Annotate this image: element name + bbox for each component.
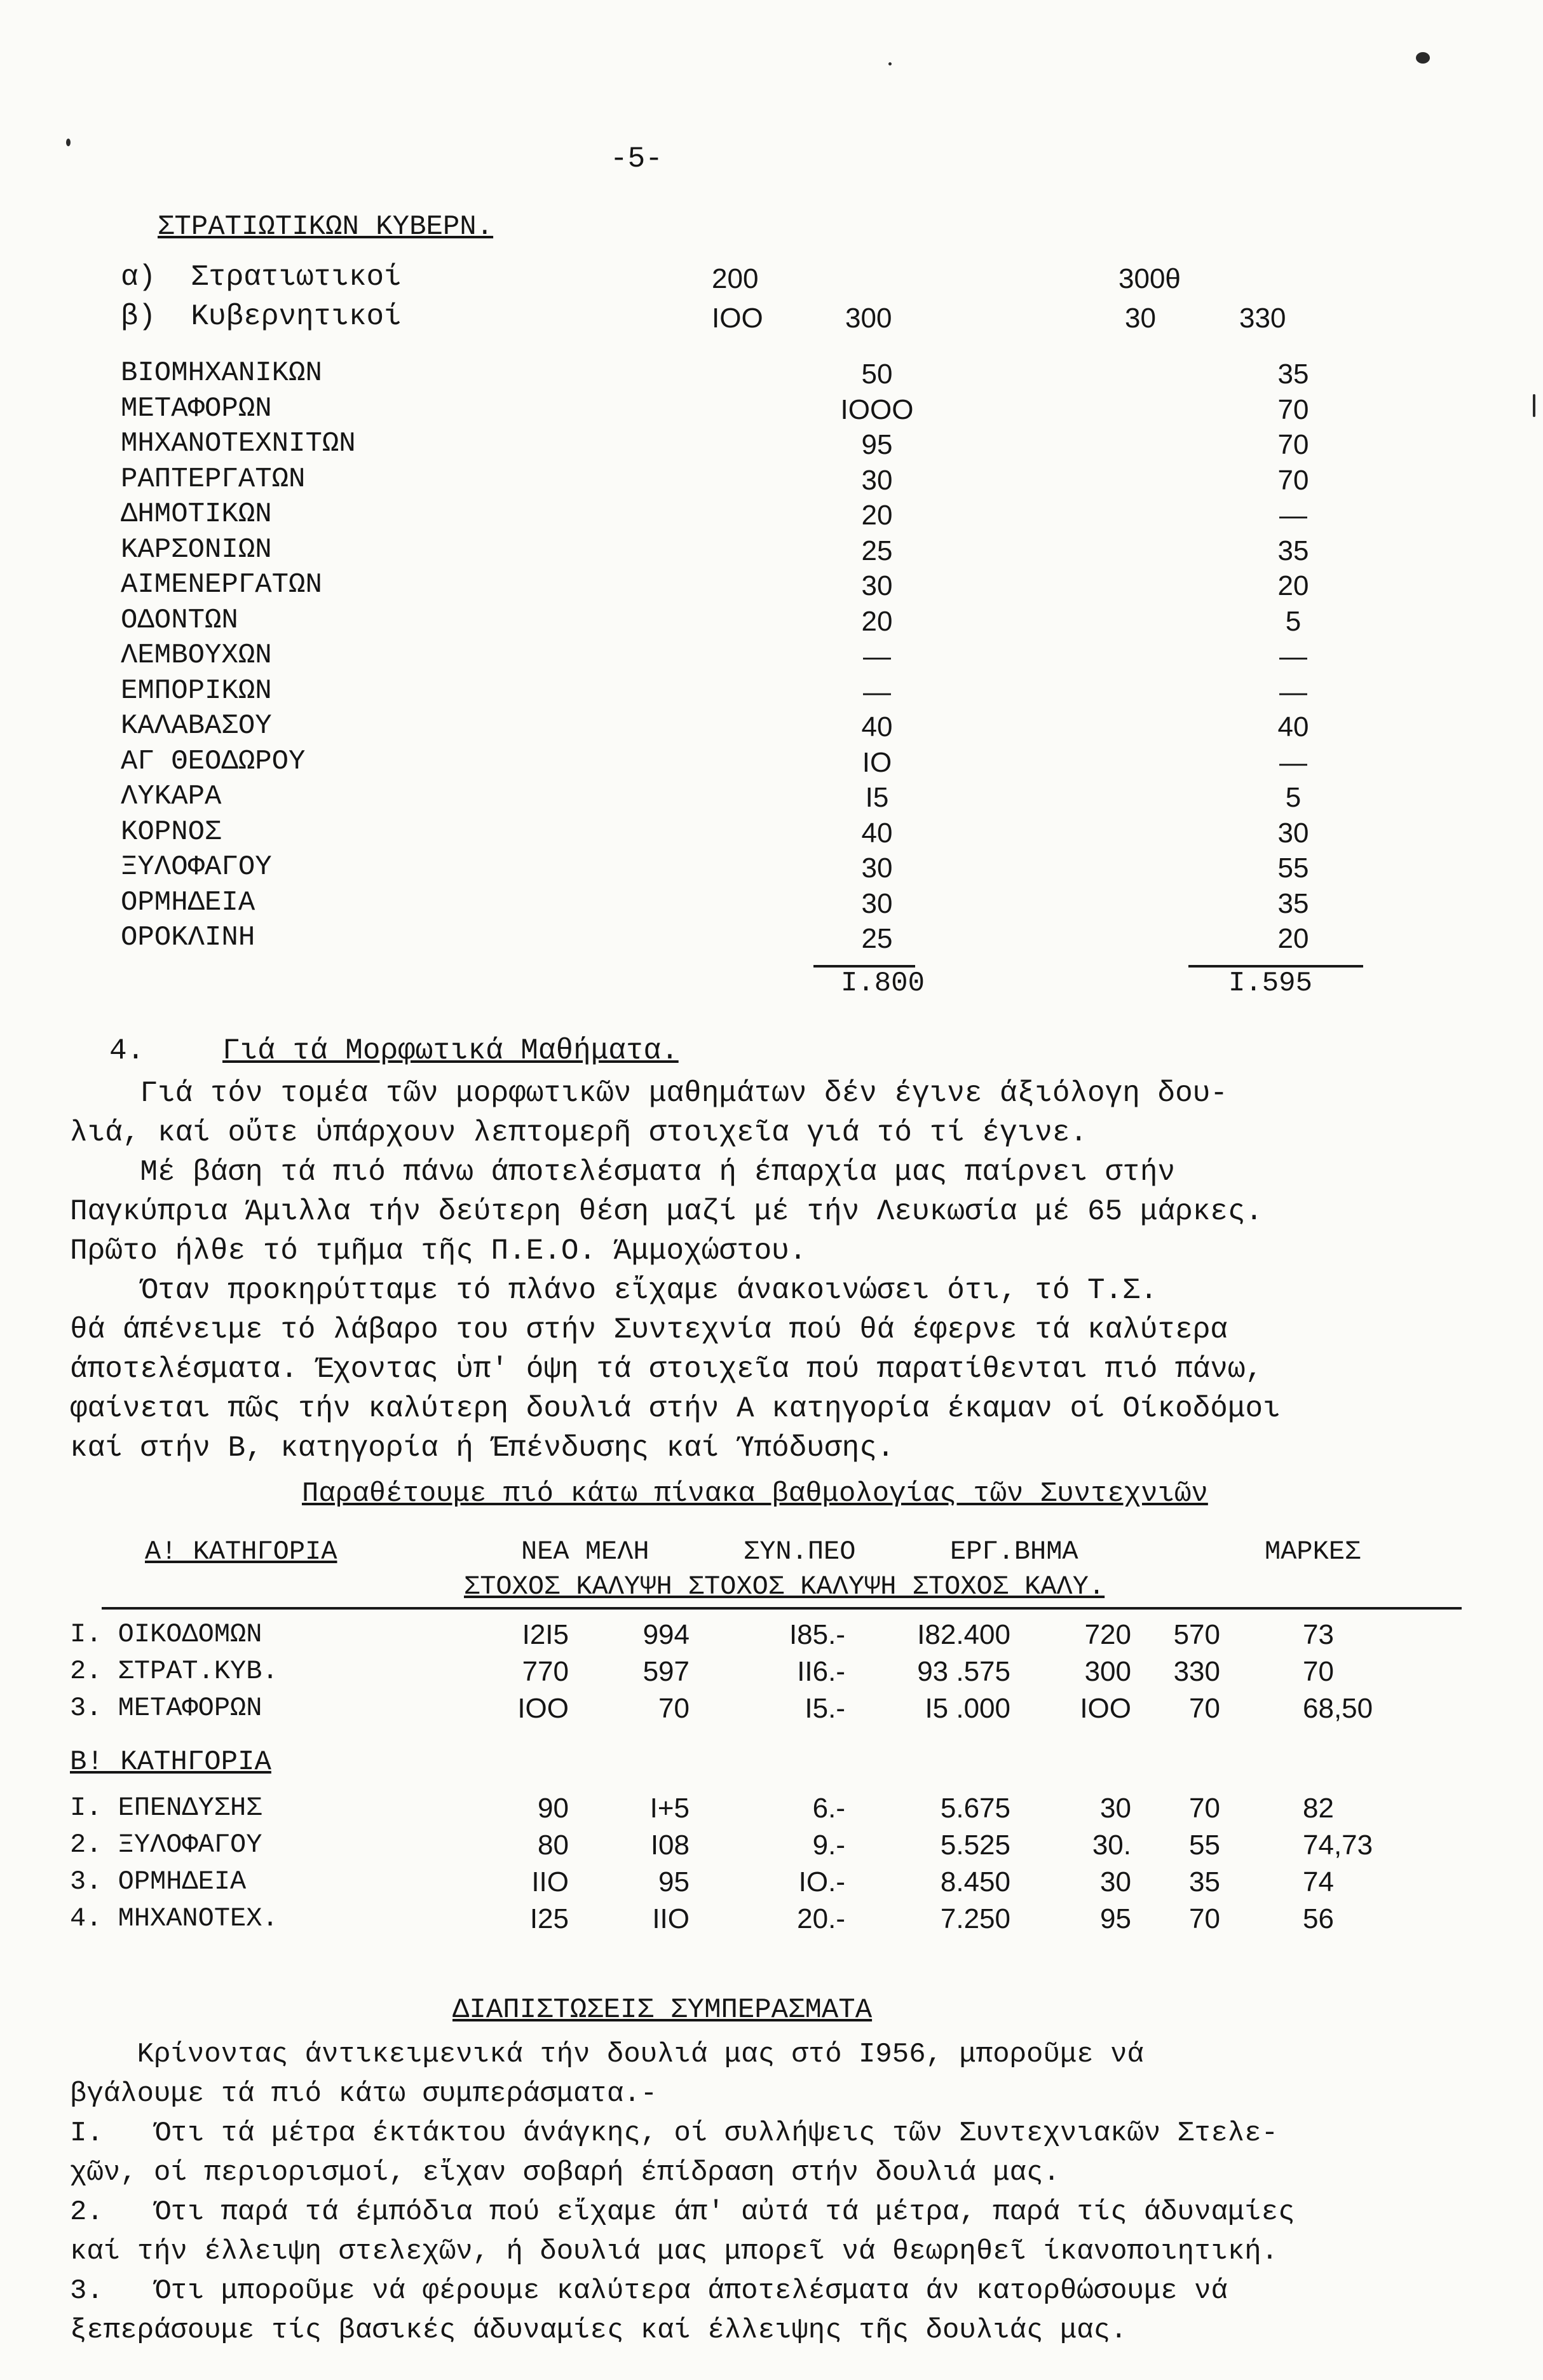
- score-cell-marks: 74,73: [1303, 1829, 1373, 1861]
- section4-line: Γιά τόν τομέα τῶν μορφωτικῶν μαθημάτων δέν έγινε άξιόλογη δου-: [70, 1077, 1228, 1110]
- union-value-2: —: [1279, 641, 1307, 672]
- score-cell-c3: II6.-: [797, 1656, 845, 1687]
- union-value-1: —: [863, 641, 891, 672]
- score-cell-c4: 5.675: [940, 1793, 1010, 1824]
- unions-total-2: I.595: [1228, 968, 1312, 999]
- military-row-value: 200: [712, 263, 759, 294]
- score-cell-c5: 30: [1100, 1793, 1131, 1824]
- score-cell-marks: 74: [1303, 1866, 1334, 1898]
- union-label: ΑΙΜΕΝΕΡΓΑΤΩΝ: [121, 569, 322, 601]
- union-value-1: I5: [865, 782, 889, 813]
- header-new-members: ΝΕΑ ΜΕΛΗ: [521, 1536, 649, 1567]
- union-label: ΚΟΡΝΟΣ: [121, 816, 222, 848]
- section4-line: καί στήν Β, κατηγορία ή Έπένδυσης καί Ύπόδυσης.: [70, 1432, 895, 1465]
- union-value-1: 30: [861, 464, 893, 496]
- section4-line: Παγκύπρια Άμιλλα τήν δεύτερη θέση μαζί μέ τήν Λευκωσία μέ 65 μάρκες.: [70, 1195, 1263, 1228]
- score-cell-c3: 9.-: [812, 1829, 845, 1861]
- score-cell-c5: 720: [1084, 1619, 1131, 1650]
- section4-heading: Γιά τά Μορφωτικά Μαθήματα.: [222, 1034, 679, 1067]
- score-cell-c4: I82.400: [917, 1619, 1010, 1650]
- section4-line: Πρῶτο ήλθε τό τμῆμα τῆς Π.Ε.Ο. Άμμοχώστου.: [70, 1234, 807, 1268]
- section4-line: θά άπένειμε τό λάβαρο του στήν Συντεχνία πού θά έφερνε τά καλύτερα: [70, 1313, 1228, 1346]
- conclusion-line: 3. Ότι μποροῦμε νά φέρουμε καλύτερα άποτελέσματα άν κατορθώσουμε νά: [70, 2275, 1228, 2307]
- score-cell-c5: 95: [1100, 1903, 1131, 1934]
- score-cell-c4: I5 .000: [925, 1693, 1010, 1724]
- score-cell-c5: IOO: [1080, 1693, 1131, 1724]
- military-row-value: 300θ: [1118, 263, 1181, 294]
- union-label: ΞΥΛΟΦΑΓΟΥ: [121, 851, 272, 883]
- score-cell-c6: 70: [1189, 1693, 1220, 1724]
- union-value-2: —: [1279, 500, 1307, 531]
- score-cell-name: I. ΟΙΚΟΔΟΜΩΝ: [70, 1619, 262, 1650]
- union-value-1: IOOO: [840, 393, 914, 425]
- military-row-label: α) Στρατιωτικοί: [121, 261, 402, 294]
- score-cell-name: 4. ΜΗΧΑΝΟΤΕΧ.: [70, 1903, 278, 1934]
- union-value-1: 30: [861, 570, 893, 601]
- union-value-2: —: [1279, 746, 1307, 778]
- military-row-value: 300: [845, 303, 892, 334]
- union-label: ΛΕΜΒΟΥΧΩΝ: [121, 639, 272, 671]
- score-cell-c3: I5.-: [805, 1693, 845, 1724]
- union-label: ΟΡΟΚΛΙΝΗ: [121, 922, 255, 954]
- union-value-1: IO: [862, 746, 892, 778]
- union-value-1: 20: [861, 500, 893, 531]
- header-erg-vima: ΕΡΓ.ΒΗΜΑ: [950, 1536, 1078, 1567]
- header-subcolumns: ΣΤΟΧΟΣ ΚΑΛΥΨΗ ΣΤΟΧΟΣ ΚΑΛΥΨΗ ΣΤΟΧΟΣ ΚΑΛΥ.: [464, 1571, 1105, 1602]
- score-cell-c6: 35: [1189, 1866, 1220, 1898]
- score-cell-c2: 70: [658, 1693, 690, 1724]
- union-value-2: 35: [1277, 887, 1309, 919]
- table-header-rule: [102, 1607, 1462, 1610]
- score-cell-c1: I2I5: [522, 1619, 569, 1650]
- page-number: -5-: [610, 142, 663, 175]
- union-value-2: 30: [1277, 817, 1309, 849]
- union-value-2: 70: [1277, 464, 1309, 496]
- union-value-1: 40: [861, 711, 893, 742]
- scan-speck: [66, 139, 71, 146]
- section4-number: 4.: [109, 1034, 145, 1067]
- conclusion-line: I. Ότι τά μέτρα έκτάκτου άνάγκης, οί συλλήψεις τῶν Συντεχνιακῶν Στελε-: [70, 2117, 1279, 2149]
- score-cell-c1: I25: [529, 1903, 569, 1934]
- union-value-1: 50: [861, 359, 893, 390]
- score-cell-name: 3. ΜΕΤΑΦΟΡΩΝ: [70, 1693, 262, 1723]
- union-value-2: 40: [1277, 711, 1309, 742]
- conclusion-line: Κρίνοντας άντικειμενικά τήν δουλιά μας στό I956, μποροῦμε νά: [70, 2039, 1144, 2070]
- score-cell-c1: IOO: [517, 1693, 569, 1724]
- score-cell-c3: 20.-: [797, 1903, 845, 1934]
- score-cell-c2: IIO: [652, 1903, 690, 1934]
- union-value-2: 5: [1285, 605, 1302, 637]
- scan-speck: [1416, 52, 1430, 64]
- score-cell-marks: 70: [1303, 1656, 1334, 1687]
- scan-speck: [1533, 394, 1535, 417]
- score-cell-marks: 68,50: [1303, 1693, 1373, 1724]
- scoring-caption: Παραθέτουμε πιό κάτω πίνακα βαθμολογίας τῶν Συντεχνιῶν: [302, 1478, 1208, 1510]
- union-value-2: 20: [1277, 923, 1309, 954]
- score-cell-marks: 82: [1303, 1793, 1334, 1824]
- scan-speck: [888, 62, 892, 65]
- conclusions-heading: ΔΙΑΠΙΣΤΩΣΕΙΣ ΣΥΜΠΕΡΑΣΜΑΤΑ: [452, 1994, 873, 2026]
- category-a-header: Α! ΚΑΤΗΓΟΡΙΑ: [145, 1536, 337, 1567]
- score-cell-c6: 70: [1189, 1903, 1220, 1934]
- unions-total-1: I.800: [840, 968, 925, 999]
- union-value-1: 40: [861, 817, 893, 849]
- score-cell-c3: 6.-: [812, 1793, 845, 1824]
- union-label: ΜΗΧΑΝΟΤΕΧΝΙΤΩΝ: [121, 428, 356, 460]
- score-cell-c6: 55: [1189, 1829, 1220, 1861]
- score-cell-c4: 7.250: [940, 1903, 1010, 1934]
- section-military-title: ΣΤΡΑΤΙΩΤΙΚΩΝ ΚΥΒΕΡΝ.: [158, 211, 494, 243]
- union-label: ΡΑΠΤΕΡΓΑΤΩΝ: [121, 463, 306, 495]
- score-cell-name: 3. ΟΡΜΗΔΕΙΑ: [70, 1866, 247, 1897]
- union-value-1: 95: [861, 429, 893, 460]
- military-row-value: 330: [1239, 303, 1286, 334]
- section4-line: άποτελέσματα. Έχοντας ὑπ' όψη τά στοιχεῖα πού παρατίθενται πιό πάνω,: [70, 1353, 1263, 1386]
- score-cell-name: 2. ΣΤΡΑΤ.ΚΥΒ.: [70, 1656, 278, 1686]
- union-label: ΑΓ ΘΕΟΔΩΡΟΥ: [121, 745, 306, 777]
- header-markes: ΜΑΡΚΕΣ: [1265, 1536, 1361, 1567]
- score-cell-c1: IIO: [531, 1866, 569, 1898]
- union-label: ΟΡΜΗΔΕΙΑ: [121, 886, 255, 919]
- union-value-2: —: [1279, 676, 1307, 708]
- score-cell-c6: 570: [1173, 1619, 1220, 1650]
- score-cell-c1: 90: [538, 1793, 569, 1824]
- military-row-value: IOO: [712, 303, 763, 334]
- union-value-2: 70: [1277, 429, 1309, 460]
- score-cell-c1: 770: [522, 1656, 569, 1687]
- union-value-2: 35: [1277, 535, 1309, 566]
- union-label: ΟΔΟΝΤΩΝ: [121, 604, 238, 636]
- category-b-title: Β! ΚΑΤΗΓΟΡΙΑ: [70, 1746, 271, 1778]
- score-cell-c3: IO.-: [798, 1866, 845, 1898]
- union-label: ΔΗΜΟΤΙΚΩΝ: [121, 498, 272, 530]
- union-value-2: 70: [1277, 393, 1309, 425]
- score-cell-c6: 330: [1173, 1656, 1220, 1687]
- conclusion-line: βγάλουμε τά πιό κάτω συμπεράσματα.-: [70, 2078, 658, 2110]
- score-cell-c2: I+5: [649, 1793, 690, 1824]
- score-cell-marks: 73: [1303, 1619, 1334, 1650]
- score-cell-name: 2. ΞΥΛΟΦΑΓΟΥ: [70, 1829, 262, 1860]
- score-cell-marks: 56: [1303, 1903, 1334, 1934]
- union-value-1: 25: [861, 535, 893, 566]
- score-cell-c5: 30.: [1092, 1829, 1131, 1861]
- score-cell-c5: 300: [1084, 1656, 1131, 1687]
- score-cell-c3: I85.-: [789, 1619, 845, 1650]
- conclusion-line: 2. Ότι παρά τά έμπόδια πού εἴχαμε άπ' αὐτά τά μέτρα, παρά τίς άδυναμίες: [70, 2196, 1295, 2228]
- union-label: ΚΑΡΣΟΝΙΩΝ: [121, 533, 272, 566]
- score-cell-c2: I08: [650, 1829, 690, 1861]
- section4-line: λιά, καί οὔτε ὑπάρχουν λεπτομερῆ στοιχεῖα γιά τό τί έγινε.: [70, 1116, 1088, 1149]
- union-value-2: 5: [1285, 782, 1302, 813]
- score-cell-c2: 994: [642, 1619, 690, 1650]
- score-cell-c1: 80: [538, 1829, 569, 1861]
- union-label: ΛΥΚΑΡΑ: [121, 781, 222, 812]
- union-value-2: 55: [1277, 852, 1309, 884]
- union-value-1: 25: [861, 923, 893, 954]
- score-cell-c2: 597: [642, 1656, 690, 1687]
- military-row-value: 30: [1125, 303, 1156, 334]
- union-label: ΕΜΠΟΡΙΚΩΝ: [121, 674, 272, 707]
- header-syn-peo: ΣΥΝ.ΠΕΟ: [744, 1536, 856, 1567]
- union-value-2: 35: [1277, 359, 1309, 390]
- score-cell-c6: 70: [1189, 1793, 1220, 1824]
- score-cell-c4: 8.450: [940, 1866, 1010, 1898]
- section4-line: Μέ βάση τά πιό πάνω άποτελέσματα ή έπαρχία μας παίρνει στήν: [70, 1156, 1176, 1189]
- score-cell-c4: 93 .575: [917, 1656, 1010, 1687]
- union-label: ΜΕΤΑΦΟΡΩΝ: [121, 392, 272, 425]
- score-cell-c4: 5.525: [940, 1829, 1010, 1861]
- section4-line: φαίνεται πῶς τήν καλύτερη δουλιά στήν Α κατηγορία έκαμαν οί Οίκοδόμοι: [70, 1392, 1281, 1425]
- score-cell-name: I. ΕΠΕΝΔΥΣΗΣ: [70, 1793, 262, 1823]
- union-value-2: 20: [1277, 570, 1309, 601]
- union-label: ΚΑΛΑΒΑΣΟΥ: [121, 710, 272, 742]
- score-cell-c5: 30: [1100, 1866, 1131, 1898]
- union-value-1: 30: [861, 887, 893, 919]
- section4-line: Όταν προκηρύτταμε τό πλάνο εἴχαμε άνακοινώσει ότι, τό Τ.Σ.: [70, 1274, 1158, 1307]
- score-cell-c2: 95: [658, 1866, 690, 1898]
- union-value-1: 30: [861, 852, 893, 884]
- union-value-1: 20: [861, 605, 893, 637]
- military-row-label: β) Κυβερνητικοί: [121, 300, 402, 333]
- union-value-1: —: [863, 676, 891, 708]
- conclusion-line: ξεπεράσουμε τίς βασικές άδυναμίες καί έλλειψης τῆς δουλιάς μας.: [70, 2315, 1127, 2346]
- conclusion-line: καί τήν έλλειψη στελεχῶν, ή δουλιά μας μπορεῖ νά θεωρηθεῖ ίκανοποιητική.: [70, 2236, 1279, 2267]
- union-label: ΒΙΟΜΗΧΑΝΙΚΩΝ: [121, 357, 322, 389]
- conclusion-line: χῶν, οί περιορισμοί, εἴχαν σοβαρή έπίδραση στήν δουλιά μας.: [70, 2157, 1060, 2189]
